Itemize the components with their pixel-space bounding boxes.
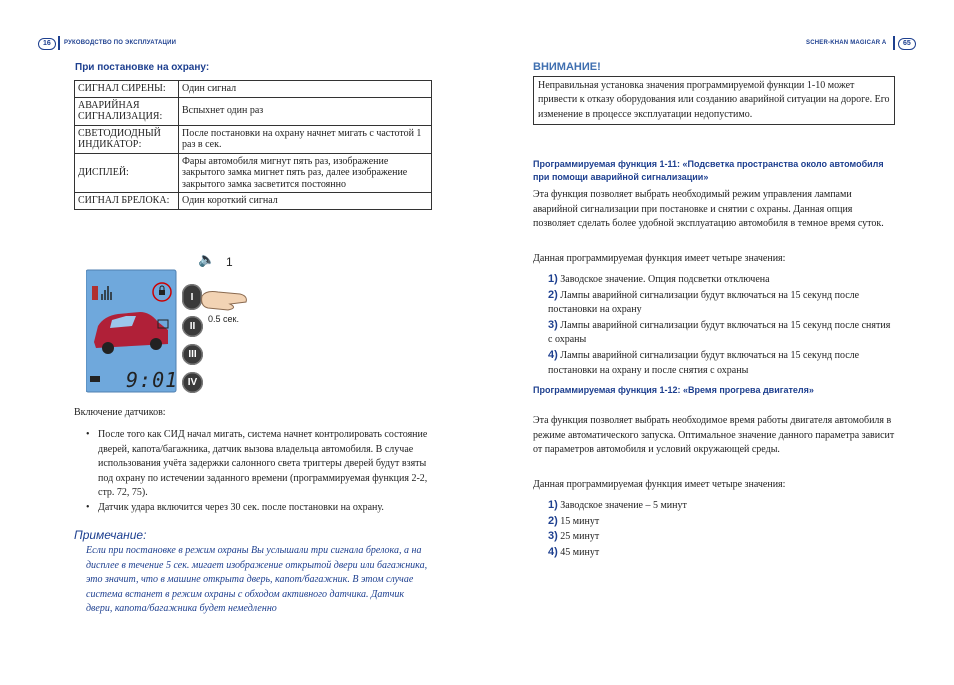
table-value: Фары автомобиля мигнут пять раз, изображение закрытого замка мигнет пять раз, далее изображение закрытого замка засветится постоянно [179,153,432,193]
keyfob-figure [86,250,276,400]
note-text: Если при постановке в режим охраны Вы услышали три сигнала брелока, а на дисплее в течение 5 сек. мигает изображение открытой двери или багажника, это значит, что в машине открыта дверь, капот/багажник. В этом случае система встанет в режим охраны с обходом активного датчика. Датчик двери, капота/багажника будет немедленно [86,545,428,615]
function-1-12-desc: Эта функция позволяет выбрать необходимое время работы двигателя автомобиля в режиме автоматического запуска. Оптимальное значение данного параметра зависит от параметров автомобиля и условий окружающей среды. [533,415,895,456]
table-key: СВЕТОДИОДНЫЙ ИНДИКАТОР: [75,125,179,153]
function-1-12-title: Программируемая функция 1-12: «Время прогрева двигателя» [533,385,814,395]
beep-count: 1 [226,255,233,269]
item-text: 15 минут [560,515,600,527]
list-item [548,348,896,378]
button-4[interactable]: IV [182,372,203,393]
table-key: ДИСПЛЕЙ: [75,153,179,193]
table-row [75,153,432,193]
table-key: АВАРИЙНАЯ СИГНАЛИЗАЦИЯ: [75,97,179,125]
header-divider [58,36,60,50]
list-item [548,318,896,348]
button-2[interactable]: II [182,316,203,337]
table-key: СИГНАЛ СИРЕНЫ: [75,81,179,98]
table-key: СИГНАЛ БРЕЛОКА: [75,193,179,210]
item-number: 4) [548,545,558,558]
lock-icon [159,290,165,295]
arming-table [74,80,432,210]
sensors-list [86,428,432,516]
speaker-icon: 🔈 [198,253,216,268]
finger-icon [200,288,250,312]
item-number: 2) [548,514,558,527]
item-text: Лампы аварийной сигнализации будут включаться на 15 секунд после снятия с охраны [548,319,891,346]
list-item [548,272,896,288]
table-value: Вспыхнет один раз [179,97,432,125]
arming-heading: При постановке на охрану: [75,62,210,73]
list-item [548,498,896,514]
table-row [75,97,432,125]
list-item: • Датчик удара включится через 30 сек. после постановки на охрану. [86,501,384,513]
item-text: Заводское значение – 5 минут [560,500,687,511]
list-item [548,514,896,530]
right-running-title: SCHER-KHAN MAGICAR A [806,40,887,46]
list-item [548,529,896,545]
lcd-clock: 9:01 [126,368,179,392]
item-number: 1) [548,273,558,285]
sensors-label: Включение датчиков: [74,407,166,418]
button-1[interactable]: I [182,284,202,310]
item-text: Лампы аварийной сигнализации будут включаться на 15 секунд после постановки на охрану [548,289,860,316]
table-row [75,125,432,153]
item-number: 3) [548,318,558,331]
function-1-11-title: Программируемая функция 1-11: «Подсветка пространства около автомобиля при помощи аварийной сигнализации» [533,159,884,182]
item-number: 4) [548,348,558,361]
table-row [75,81,432,98]
note-title: Примечание: [74,528,147,542]
item-number: 1) [548,499,558,511]
item-text: 45 минут [560,546,600,558]
item-text: 25 минут [560,531,600,543]
list-item [548,288,896,318]
function-1-11-desc: Эта функция позволяет выбрать необходимый режим управления лампами аварийной сигнализации при постановке и снятии с охраны. Данная опция позволяет сделать более удобной эксплуатацию автомобиля в темное время суток. [533,189,884,230]
table-value: Один сигнал [179,81,432,98]
battery-icon [92,286,98,300]
warning-title: ВНИМАНИЕ! [533,61,601,73]
left-running-title: РУКОВОДСТВО ПО ЭКСПЛУАТАЦИИ [64,40,177,46]
right-page-number: 65 [898,38,916,50]
header-divider [893,36,895,50]
press-time: 0.5 сек. [208,314,239,324]
item-text: Заводское значение. Опция подсветки отключена [560,274,770,285]
function-1-12-intro: Данная программируемая функция имеет четыре значения: [533,479,786,490]
item-text: Лампы аварийной сигнализации будут включаться на 15 секунд после постановки на охрану и после снятия с охраны [548,349,860,376]
item-number: 2) [548,288,558,301]
function-1-11-values [548,272,896,378]
keyfob-illustration [86,250,276,400]
mode-icon [90,376,100,382]
warning-box: Неправильная установка значения программируемой функции 1-10 может привести к отказу оборудования или созданию аварийной ситуации на дороге. Его изменение в процессе эксплуатации недопустимо. [533,76,895,125]
list-item: • После того как СИД начал мигать, система начнет контролировать состояние дверей, капота/багажника, датчик вызова владельца автомобиля. В случае использования учёта задержки салонного света триггеры дверей будут взяты под охрану по истечении заданного времени (программируемая функция 2-2, стр. 72, 75). [86,429,428,499]
item-number: 3) [548,530,558,543]
button-3[interactable]: III [182,344,203,365]
function-1-12-values [548,498,896,560]
list-item [548,545,896,561]
function-1-11-intro: Данная программируемая функция имеет четыре значения: [533,253,786,264]
table-value: После постановки на охрану начнет мигать с частотой 1 раз в сек. [179,125,432,153]
left-page-number: 16 [38,38,56,50]
table-row [75,193,432,210]
table-value: Один короткий сигнал [179,193,432,210]
